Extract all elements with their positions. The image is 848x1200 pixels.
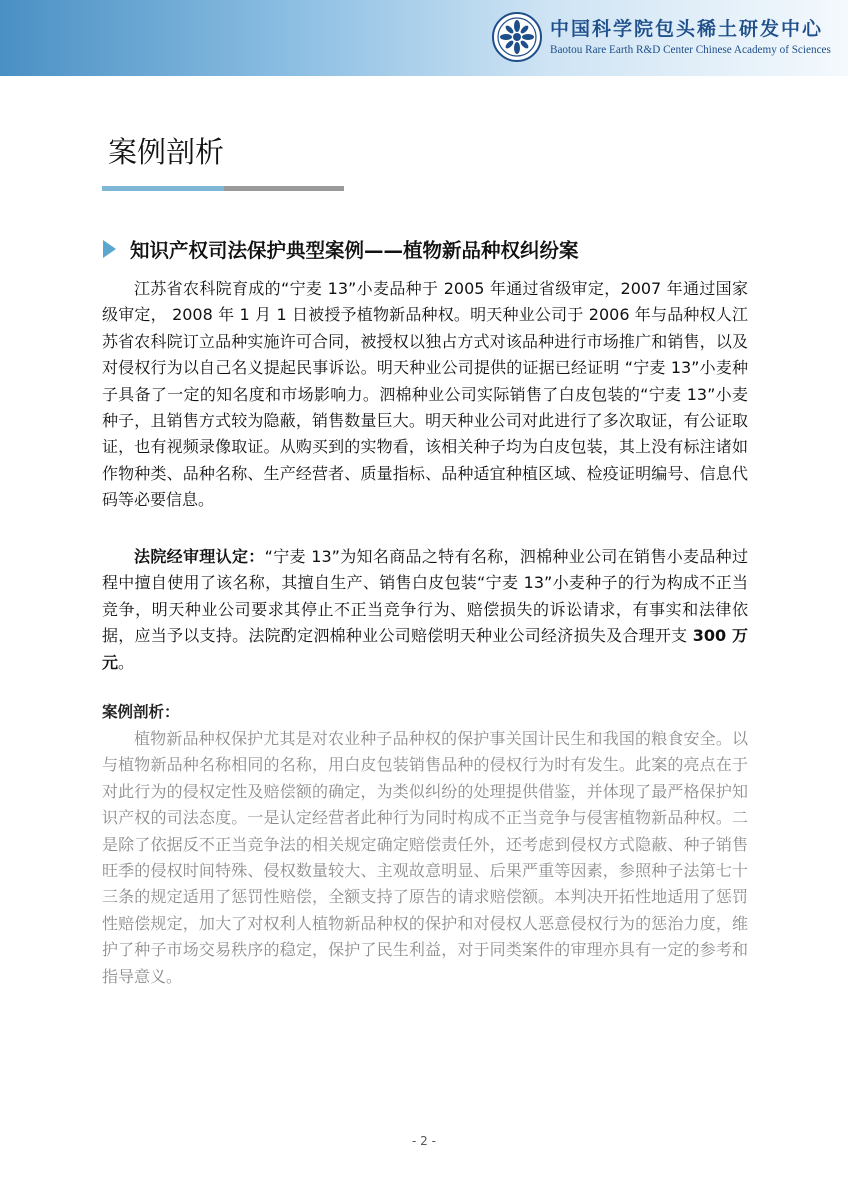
cas-emblem-icon (492, 12, 542, 62)
triangle-bullet-icon (103, 240, 116, 258)
ruling-body: “宁麦 13”为知名商品之特有名称，泗棉种业公司在销售小麦品种过程中擅自使用了该名称，其擅自生产、销售白皮包装“宁麦 13”小麦种子的行为构成不正当竞争，明天种业公司要求其停止不正当竞争行为、赔偿损失的诉讼请求，有事实和法律依据，应当予以支持。法院酌定泗棉种业公司赔偿明天种业公司经济损失及合理开支 (102, 547, 748, 646)
case-paragraph-ruling (102, 544, 748, 676)
page-number: - 2 - (412, 1134, 436, 1148)
section-title: 案例剖析 (108, 135, 225, 169)
ruling-end: 。 (118, 652, 135, 672)
title-underline-gray (224, 186, 344, 191)
case-paragraph-analysis: 植物新品种权保护尤其是对农业种子品种权的保护事关国计民生和我国的粮食安全。以与植物新品种名称相同的名称，用白皮包装销售品种的侵权行为时有发生。此案的亮点在于对此行为的侵权定性及赔偿额的确定，为类似纠纷的处理提供借鉴，并体现了最严格保护知识产权的司法态度。一是认定经营者此种行为同时构成不正当竞争与侵害植物新品种权。二是除了依据反不正当竞争法的相关规定确定赔偿责任外，还考虑到侵权方式隐蔽、种子销售旺季的侵权时间特殊、侵权数量较大、主观故意明显、后果严重等因素，参照种子法第七十三条的规定适用了惩罚性赔偿，全额支持了原告的请求赔偿额。本判决开拓性地适用了惩罚性赔偿规定，加大了对权利人植物新品种权的保护和对侵权人恶意侵权行为的惩治力度，维护了种子市场交易秩序的稳定，保护了民生利益，对于同类案件的审理亦具有一定的参考和指导意义。 (102, 729, 748, 986)
org-name-en: Baotou Rare Earth R&D Center Chinese Academy of Sciences (550, 44, 831, 56)
analysis-label: 案例剖析： (102, 703, 180, 721)
title-underline-blue (102, 186, 224, 191)
case-heading: 知识产权司法保护典型案例——植物新品种权纠纷案 (130, 239, 579, 262)
ruling-lead: 法院经审理认定： (134, 547, 265, 566)
ruling-amount: 300 万元 (102, 626, 748, 672)
org-logo (492, 10, 842, 66)
title-underline (102, 186, 344, 191)
case-paragraph-facts: 江苏省农科院育成的“宁麦 13”小麦品种于 2005 年通过省级审定，2007 年通过国家级审定， 2008 年 1 月 1 日被授予植物新品种权。明天种业公司于 2006 年与品种权人江苏省农科院订立品种实施许可合同，被授权以独占方式对该品种进行市场推广和销售，以及对侵权行为以自己名义提起民事诉讼。明天种业公司提供的证据已经证明 “宁麦 13”小麦种子具备了一定的知名度和市场影响力。泗棉种业公司实际销售了白皮包装的“宁麦 13”小麦种子，且销售方式较为隐蔽，销售数量巨大。明天种业公司对此进行了多次取证，有公证取证，也有视频录像取证。从购买到的实物看，该相关种子均为白皮包装，其上没有标注诸如作物种类、品种名称、生产经营者、质量指标、品种适宜种植区域、检疫证明编号、信息代码等必要信息。 (102, 279, 748, 510)
org-name-cn: 中国科学院包头稀土研发中心 (550, 18, 824, 40)
